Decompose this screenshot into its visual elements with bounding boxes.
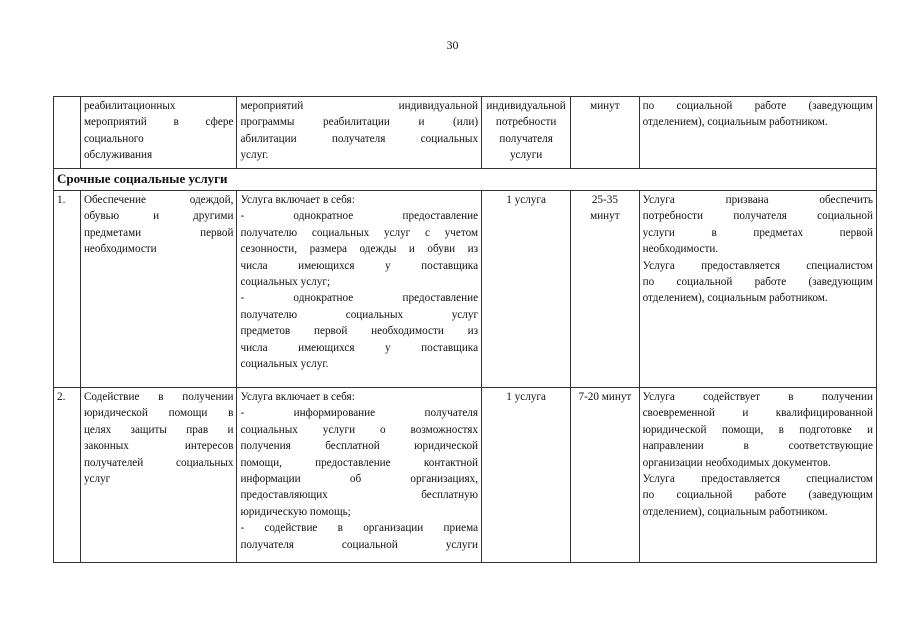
section-row <box>54 169 877 191</box>
cell-description: мероприятий индивидуальной программы реабилитации и (или) абилитации получателя социальных услуг. <box>237 97 482 169</box>
section-title: Срочные социальные услуги <box>54 169 877 191</box>
cell-description: Услуга включает в себя: - однократное предоставление получателю социальных услуг с учетом сезонности, размера одежды и обуви из числа имеющихся у поставщика социальных услуг; - однократное предоставление получателю социальных услуг предметов первой необходимости из числа имеющихся у поставщика социальных услуг. <box>237 191 482 388</box>
cell-time: 7-20 минут <box>571 388 639 563</box>
cell-conditions: Услуга содействует в получении своевременной и квалифицированной юридической помощи, в подготовке и направлении в соответствующие организации необходимых документов. Услуга предоставляется специалистом по социальной работе (заведующим отделением), социальным работником. <box>639 388 876 563</box>
cell-service-name: реабилитационных мероприятий в сфере социального обслуживания <box>80 97 237 169</box>
cell-time: минут <box>571 97 639 169</box>
table-row <box>54 388 877 563</box>
cell-volume: 1 услуга <box>482 191 571 388</box>
table-row-continuation <box>54 97 877 169</box>
cell-time: 25-35 минут <box>571 191 639 388</box>
cell-no <box>54 97 81 169</box>
page-number: 30 <box>446 38 459 52</box>
cell-conditions: по социальной работе (заведующим отделением), социальным работником. <box>639 97 876 169</box>
cell-service-name: Содействие в получении юридической помощи в целях защиты прав и законных интересов получателей социальных услуг <box>80 388 237 563</box>
table-row <box>54 191 877 388</box>
cell-volume: 1 услуга <box>482 388 571 563</box>
cell-no: 1. <box>54 191 81 388</box>
services-table <box>53 96 877 563</box>
cell-description: Услуга включает в себя: - информирование получателя социальных услуги о возможностях получения бесплатной юридической помощи, предоставление контактной информации об организациях, предоставляющих бесплатную юридическую помощь; - содействие в организации приема получателя социальной услуги <box>237 388 482 563</box>
cell-volume: индивидуальной потребности получателя услуги <box>482 97 571 169</box>
cell-conditions: Услуга призвана обеспечить потребности получателя социальной услуги в предметах первой необходимости. Услуга предоставляется специалистом по социальной работе (заведующим отделением), социальным работником. <box>639 191 876 388</box>
cell-no: 2. <box>54 388 81 563</box>
cell-service-name: Обеспечение одеждой, обувью и другими предметами первой необходимости <box>80 191 237 388</box>
